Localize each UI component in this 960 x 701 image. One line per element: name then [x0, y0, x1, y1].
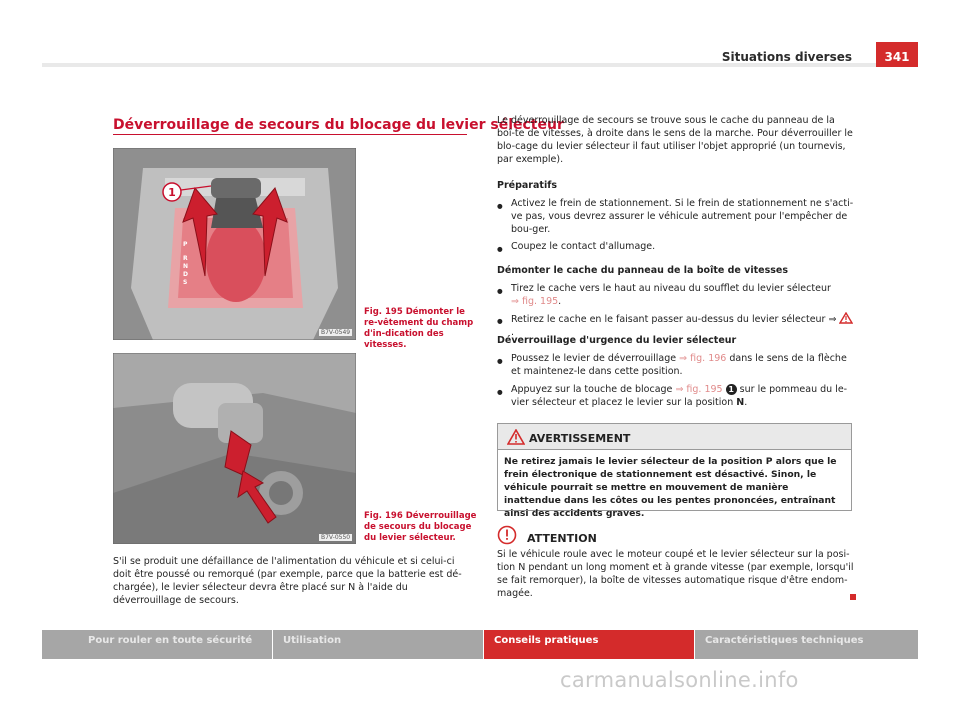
warning-triangle-icon[interactable]	[839, 312, 853, 324]
remove-2-text: Retirez le cache en le faisant passer au-dessus du levier sélecteur ⇒	[511, 314, 837, 325]
unlock-1-text-a: Poussez le levier de déverrouillage	[511, 353, 677, 364]
gear-d: D	[183, 271, 188, 278]
remove-bullet-1: ● Tirez le cache vers le haut au niveau du soufflet du levier sélecteur ⇒ fig. 195.	[497, 282, 855, 308]
figure-196-caption: Fig. 196 Déverrouillage de secours du blocage du levier sélecteur.	[364, 511, 477, 543]
end-of-section-marker	[850, 594, 856, 600]
unlock-bullet-1	[497, 352, 855, 378]
fig-196-link[interactable]: ⇒ fig. 196	[679, 353, 727, 364]
intro-paragraph: Le déverrouillage de secours se trouve sous le cache du panneau de la boî-te de vitesses, à droite dans le sens de la marche. Pour déverrouiller le blo-cage du levier sélecteur il faut utiliser l'objet approprié (un tournevis, par exemple).	[497, 115, 853, 165]
left-paragraph: S'il se produit une défaillance de l'alimentation du véhicule et si celui-ci doit être poussé ou remorqué (par exemple, parce que la batterie est dé-chargée), le levier sélecteur devra être placé sur N à l'aide du déverrouillage de secours.	[113, 556, 462, 606]
fig-195-link[interactable]: ⇒ fig. 195	[675, 384, 723, 395]
unlock-heading: Déverrouillage d'urgence du levier sélecteur	[497, 335, 737, 346]
tab-technical-specs[interactable]: Caractéristiques techniques	[695, 630, 918, 659]
gear-s: S	[183, 279, 188, 286]
figure-id: B7V-0550	[321, 534, 351, 541]
unlock-2-text-a: Appuyez sur la touche de blocage	[511, 384, 673, 395]
gear-n: N	[183, 263, 189, 270]
fig-195-link[interactable]: ⇒ fig. 195	[511, 296, 559, 307]
prep-bullet-1: ● Activez le frein de stationnement. Si le frein de stationnement ne s'acti-ve pas, vous devrez assurer le véhicule autrement pour l'empêcher de bou-ger.	[497, 197, 855, 236]
unlock-1-text-b: dans le sens de la flèche et maintenez-le dans cette position.	[511, 353, 847, 377]
chapter-title: Situations diverses	[721, 50, 852, 64]
position-n: N	[736, 397, 745, 408]
unlock-bullet-2: ● Appuyez sur la touche de blocage ⇒ fig. 195 1 sur le pommeau du le-vier sélecteur et placez le levier sur la position N.	[497, 383, 855, 409]
callout-1: 1	[168, 186, 176, 199]
section-rule	[113, 134, 467, 135]
callout-1-badge: 1	[726, 384, 737, 395]
warning-body: Ne retirez jamais le levier sélecteur de la position P alors que le frein électronique de stationnement est désactivé. Sinon, le véhicule pourrait se mettre en mouvement de manière inattendue dans les côtes ou les pentes prononcées, entraînant ainsi des accidents graves.	[504, 456, 837, 519]
section-title: Déverrouillage de secours du blocage du levier sélecteur	[113, 117, 564, 133]
unlock-2-text-b: sur le pommeau du le-vier sélecteur et placez le levier sur la position	[511, 384, 848, 408]
figure-195-image	[113, 148, 356, 340]
attention-body: Si le véhicule roule avec le moteur coupé et le levier sélecteur sur la posi-tion N pendant un long moment et à grande vitesse (par exemple, lorsqu'il se fait remorquer), la boîte de vitesses automatique risque d'être endom-magée.	[497, 549, 854, 599]
prep-bullet-2: ● Coupez le contact d'allumage.	[497, 240, 855, 253]
tab-safety[interactable]: Pour rouler en toute sécurité	[42, 630, 272, 659]
watermark: carmanualsonline.info	[560, 668, 799, 692]
prep-heading: Préparatifs	[497, 180, 557, 191]
attention-icon	[497, 525, 517, 545]
warning-triangle-icon	[507, 429, 525, 445]
remove-bullet-2: ● Retirez le cache en le faisant passer au-dessus du levier sélecteur ⇒ .	[497, 312, 855, 339]
page-number: 341	[876, 42, 918, 67]
remove-1-text: Tirez le cache vers le haut au niveau du soufflet du levier sélecteur	[511, 283, 831, 294]
gear-r: R	[183, 255, 188, 262]
tab-operation[interactable]: Utilisation	[273, 630, 483, 659]
gear-p: P	[183, 241, 188, 248]
figure-id: B7V-0549	[321, 329, 351, 336]
remove-heading: Démonter le cache du panneau de la boîte de vitesses	[497, 265, 789, 276]
attention-title: ATTENTION	[527, 532, 597, 545]
figure-196-image	[113, 353, 356, 544]
figure-195-caption: Fig. 195 Démonter le re-vêtement du champ d'in-dication des vitesses.	[364, 307, 474, 350]
warning-title: AVERTISSEMENT	[529, 432, 631, 445]
tab-practical-tips[interactable]: Conseils pratiques	[484, 630, 694, 659]
